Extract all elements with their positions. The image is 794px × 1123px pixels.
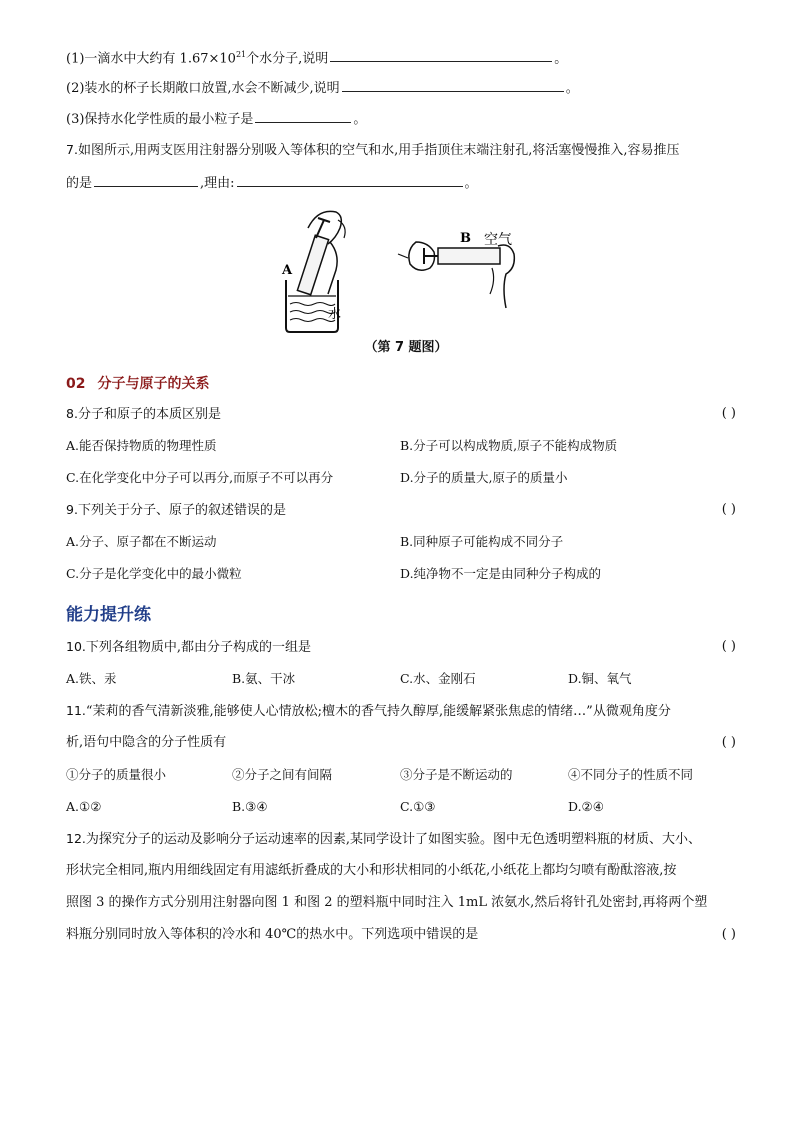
q10-option-d[interactable]: D.铜、氧气 [568,671,632,686]
q11-option-d[interactable]: D.②④ [568,799,604,814]
q7-stem: 如图所示,用两支医用注射器分别吸入等体积的空气和水,用手指顶住末端注射孔,将活塞慢慢推入,容易推压 [77,143,680,158]
q9-option-c[interactable]: C.分子是化学变化中的最小微粒 [66,566,242,581]
section-title: 分子与原子的关系 [97,376,210,392]
q12-answer-paren[interactable]: ( ) [721,927,736,942]
q11-statement-1: ①分子的质量很小 [66,767,167,782]
q7-line2-pre: 的是 [66,176,93,191]
q10-stem-text: 下列各组物质中,都由分子构成的一组是 [85,640,312,655]
q6-sub1-blank[interactable] [330,48,552,62]
section-heading [66,373,209,393]
q9-option-d[interactable]: D.纯净物不一定是由同种分子构成的 [400,566,602,581]
q7-line2 [66,173,478,193]
fig-label-a: A [282,263,293,278]
q11-statement-3: ③分子是不断运动的 [400,767,513,782]
q6-sub2-end: 。 [565,81,579,96]
q11-statement-4: ④不同分子的性质不同 [568,767,694,782]
q6-sub3-blank[interactable] [255,109,351,123]
q11-statement-2: ②分子之间有间隔 [232,767,333,782]
q6-sub3 [66,109,366,129]
q6-sub1-text-post: 个水分子,说明 [246,51,329,67]
q8-stem-text: 分子和原子的本质区别是 [77,407,221,422]
q8-option-d[interactable]: D.分子的质量大,原子的质量小 [400,470,568,485]
q12-number: 12. [66,831,86,846]
q8-stem [66,405,221,424]
q9-number: 9. [66,502,78,517]
q7-blank-answer[interactable] [94,173,198,187]
q11-option-c[interactable]: C.①③ [400,799,436,814]
section-number: 02 [66,376,86,392]
q6-sub2-text: (2)装水的杯子长期敞口放置,水会不断减少,说明 [66,81,340,96]
page-heading: 能力提升练 [66,605,151,625]
q12-line3: 照图 3 的操作方式分别用注射器向图 1 和图 2 的塑料瓶中同时注入 1mL 浓氨水,然后将针孔处密封,再将两个塑 [66,895,708,910]
q11-line1 [66,702,671,721]
q6-sub1-text: (1)一滴水中大约有 1.67×10 [66,51,236,67]
q9-stem-text: 下列关于分子、原子的叙述错误的是 [77,503,286,518]
q11-answer-paren[interactable]: ( ) [721,735,736,750]
q9-option-b[interactable]: B.同种原子可能构成不同分子 [400,534,564,549]
q6-sub3-end: 。 [353,112,367,127]
q6-sub1-end: 。 [554,51,568,67]
q12-stem-line1: 为探究分子的运动及影响分子运动速率的因素,某同学设计了如图实验。图中无色透明塑料瓶的材质、大小、 [85,832,702,847]
q9-answer-paren[interactable]: ( ) [721,502,736,517]
q10-answer-paren[interactable]: ( ) [721,639,736,654]
q11-line2: 析,语句中隐含的分子性质有 [66,735,227,750]
q10-number: 10. [66,639,86,654]
q6-sub3-text: (3)保持水化学性质的最小粒子是 [66,112,254,127]
q8-option-b[interactable]: B.分子可以构成物质,原子不能构成物质 [400,438,618,453]
q8-option-c[interactable]: C.在化学变化中分子可以再分,而原子不可以再分 [66,470,334,485]
q6-sub2 [66,78,579,98]
q6-sub1 [66,46,567,68]
q11-number: 11. [66,703,86,718]
q11-option-a[interactable]: A.①② [66,799,102,814]
q12-line1 [66,830,701,849]
fig-label-air: 空气 [484,232,512,248]
fig-label-water: 水 [328,307,342,322]
q8-option-a[interactable]: A.能否保持物质的物理性质 [66,438,217,453]
q7-line2-end: 。 [464,176,478,191]
q7-number: 7. [66,142,78,157]
figure-caption: （第 7 题图） [364,340,448,355]
q7-line2-mid: ,理由: [200,176,235,191]
q7-line1 [66,141,679,160]
q12-line2: 形状完全相同,瓶内用细线固定有用滤纸折叠成的大小和形状相同的小纸花,小纸花上都均匀喷有酚酞溶液,按 [66,863,677,878]
q10-option-a[interactable]: A.铁、汞 [66,671,117,686]
syringe-illustration [278,198,534,333]
q12-line4: 料瓶分别同时放入等体积的冷水和 40℃的热水中。下列选项中错误的是 [66,927,479,942]
q11-stem-line1: “茉莉的香气清新淡雅,能够使人心情放松;檀木的香气持久醇厚,能缓解紧张焦虑的情绪…”从微观角度分 [85,704,671,719]
q7-blank-reason[interactable] [237,173,463,187]
q8-number: 8. [66,406,78,421]
q6-sub1-exponent: 21 [235,50,247,59]
fig-label-b: B [460,231,471,246]
q9-option-a[interactable]: A.分子、原子都在不断运动 [66,534,217,549]
q11-option-b[interactable]: B.③④ [232,799,268,814]
q8-answer-paren[interactable]: ( ) [721,406,736,421]
q10-option-b[interactable]: B.氨、干冰 [232,671,296,686]
q9-stem [66,501,286,520]
q10-option-c[interactable]: C.水、金刚石 [400,671,476,686]
q7-figure [278,198,534,363]
q10-stem [66,638,311,657]
q6-sub2-blank[interactable] [342,78,564,92]
